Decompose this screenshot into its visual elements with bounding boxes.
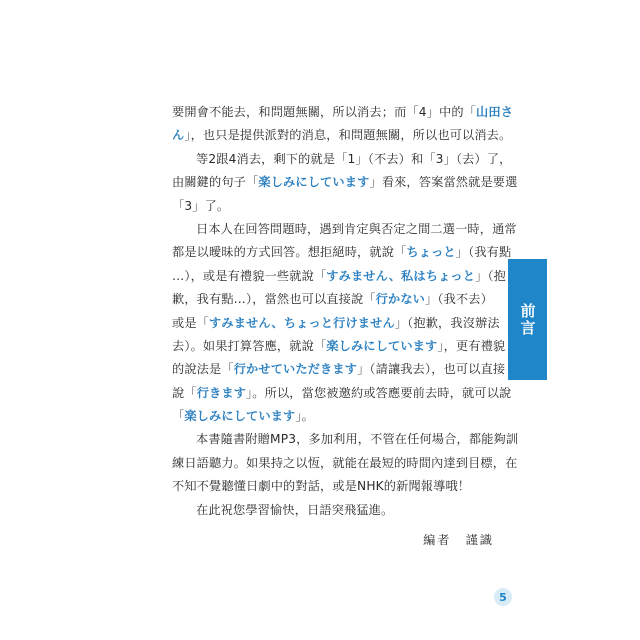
text-segment: 」看來，答案當然就是要選 <box>369 175 518 190</box>
text-line <box>172 101 514 124</box>
text-line <box>172 265 505 288</box>
highlighted-japanese-phrase: 山田さ <box>476 105 514 119</box>
text-segment: 」（抱 <box>475 268 507 283</box>
text-line <box>172 148 512 171</box>
text-segment: 去）。如果打算答應，就說「 <box>172 338 327 353</box>
text-segment: 」（請讓我去），也可以直接 <box>357 362 506 377</box>
text-segment: 歉，我有點…），當然也可以直接說「 <box>172 292 376 307</box>
text-segment: 」（抱歉，我沒辦法 <box>394 315 500 330</box>
text-line <box>172 405 505 428</box>
text-line <box>172 358 505 381</box>
text-line <box>172 288 505 311</box>
text-line <box>172 428 519 451</box>
highlighted-japanese-phrase: ん <box>172 128 185 143</box>
text-line <box>172 218 517 241</box>
text-segment: 「3」了。 <box>172 198 230 213</box>
text-segment: 要開會不能去，和問題無關，所以消去；而「4」中的「 <box>172 105 477 119</box>
highlighted-japanese-phrase: 行きます <box>196 385 247 400</box>
text-segment: 都是以曖昧的方式回答。想拒絕時，就說「 <box>172 245 407 260</box>
text-line <box>172 452 518 475</box>
preface-body <box>172 101 519 522</box>
highlighted-japanese-phrase: 楽しみにしています <box>258 175 370 190</box>
text-segment: 日本人在回答問題時，遇到肯定與否定之間二選一時，通常 <box>196 221 517 236</box>
page-number-badge: 5 <box>494 588 512 606</box>
highlighted-japanese-phrase: 行かない <box>375 292 425 307</box>
highlighted-japanese-phrase: ちょっと <box>406 245 456 260</box>
highlighted-japanese-phrase: すみません、私はちょっと <box>326 268 476 283</box>
text-line <box>172 499 505 522</box>
text-line <box>172 475 505 498</box>
text-segment: 」。 <box>295 409 314 424</box>
highlighted-japanese-phrase: 楽しみにしています <box>326 338 438 353</box>
text-segment: 本書隨書附贈MP3，多加利用，不管在任何場合，都能夠訓 <box>196 432 519 447</box>
text-segment: …），或是有禮貌一些就說「 <box>172 268 327 283</box>
text-segment: 說「 <box>172 385 197 400</box>
text-segment: 」（我有點 <box>455 245 512 260</box>
text-segment: 等2跟4消去，剩下的就是「1」（不去）和「3」（去）了， <box>196 151 512 166</box>
text-segment: 不知不覺聽懂日劇中的對話，或是NHK的新聞報導哦！ <box>172 479 471 494</box>
text-segment: 」，也只是提供派對的消息，和問題無關，所以也可以消去。 <box>184 128 512 143</box>
text-segment: 或是「 <box>172 315 210 330</box>
text-line <box>172 195 505 218</box>
text-segment: 」。所以，當您被邀約或答應要前去時，就可以說 <box>246 385 512 400</box>
text-line <box>172 382 512 405</box>
text-segment: 」（我不去） <box>425 292 493 307</box>
chapter-side-tab: 前言 <box>508 259 547 380</box>
text-line <box>172 241 512 264</box>
text-line <box>172 171 518 194</box>
text-segment: 練日語聽力。如果持之以恆，就能在最短的時間內達到目標，在 <box>172 455 518 470</box>
text-segment: 「 <box>172 409 185 424</box>
text-segment: 的說法是「 <box>172 362 234 377</box>
text-line <box>172 335 505 358</box>
text-line <box>172 124 512 147</box>
highlighted-japanese-phrase: 楽しみにしています <box>184 409 296 424</box>
highlighted-japanese-phrase: 行かせていただきます <box>233 362 358 377</box>
text-segment: 」，更有禮貌 <box>437 338 506 353</box>
highlighted-japanese-phrase: すみません、ちょっと行けません <box>209 315 395 330</box>
text-line <box>172 312 505 335</box>
text-segment: 在此祝您學習愉快，日語突飛猛進。 <box>196 502 394 517</box>
signature: 編者 謹識 <box>423 533 494 547</box>
text-segment: 由關鍵的句子「 <box>172 175 259 190</box>
